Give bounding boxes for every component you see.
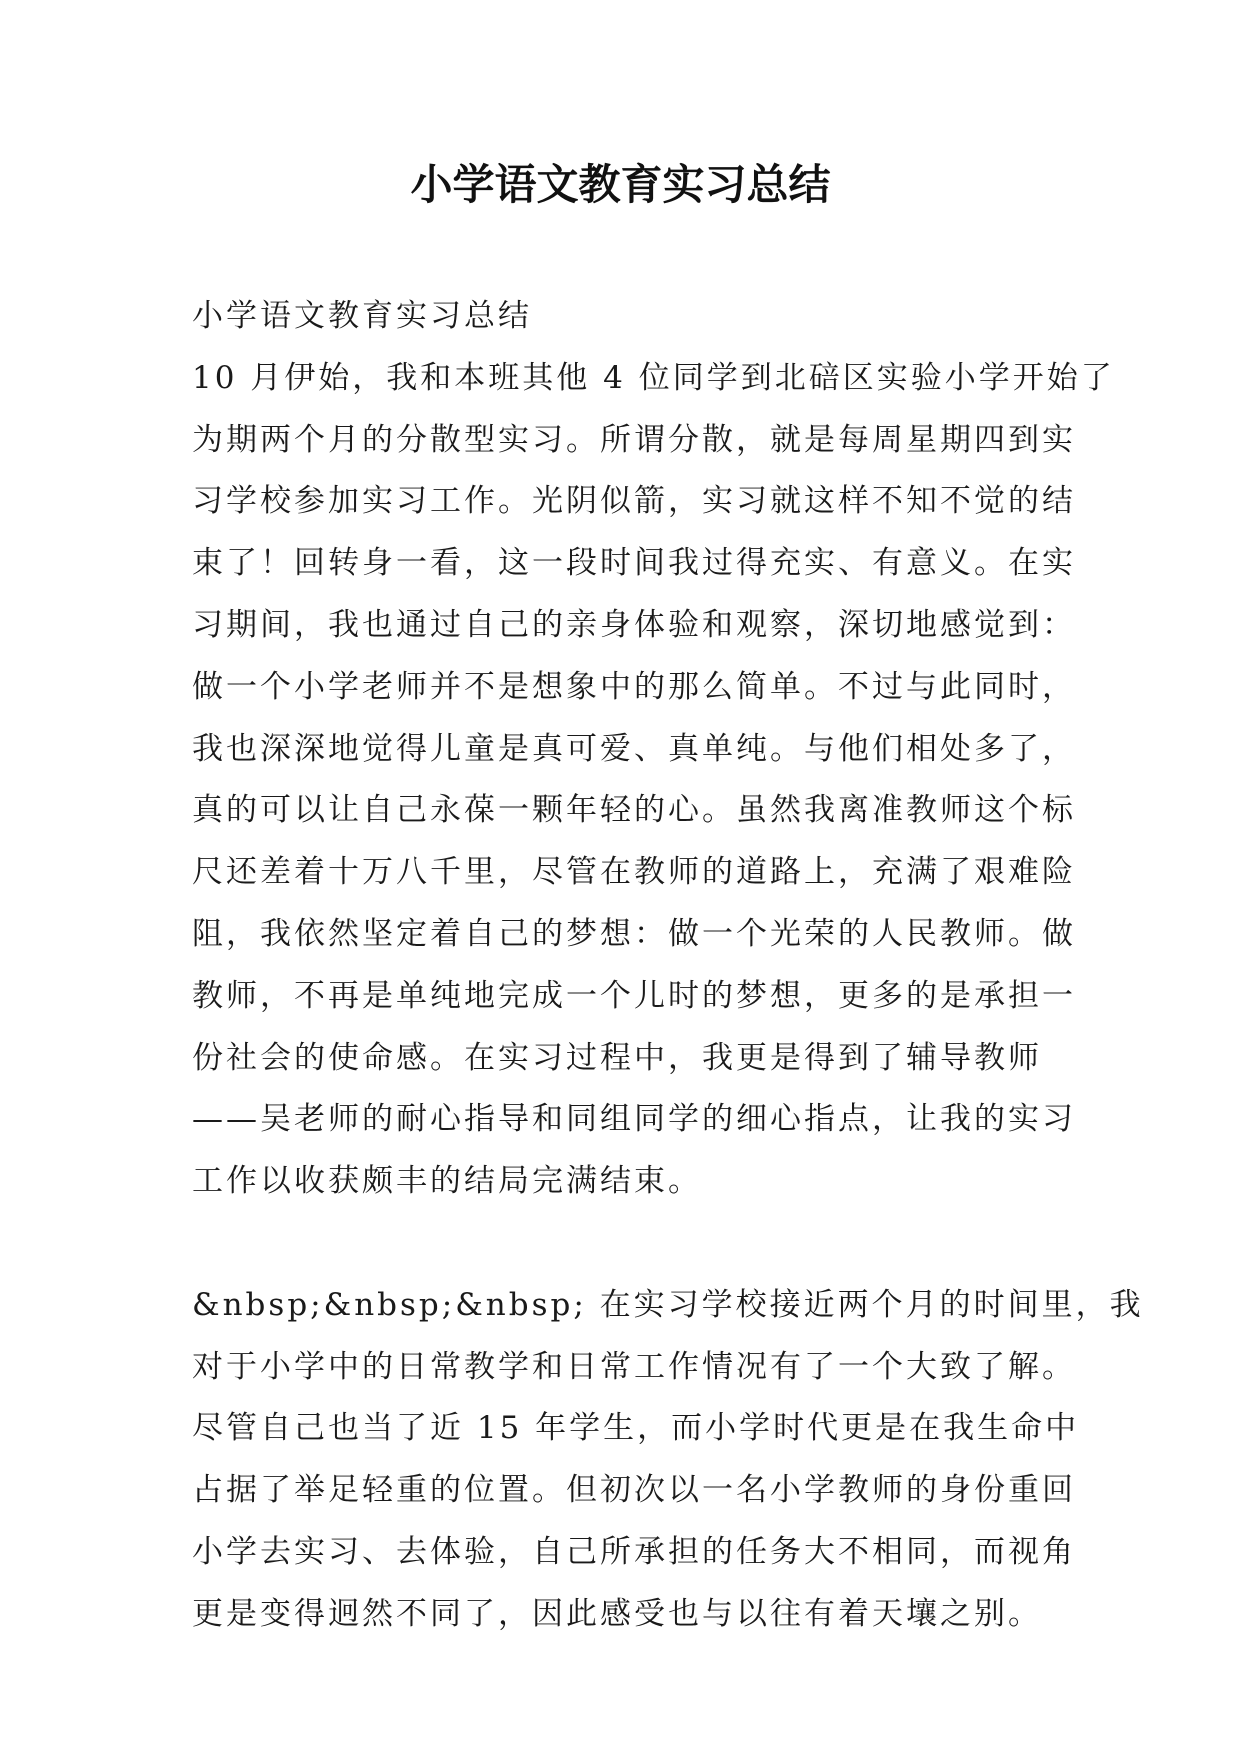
paragraph-line: 占据了举足轻重的位置。但初次以一名小学教师的身份重回 [192, 1472, 1076, 1509]
paragraph-line: 工作以收获颇丰的结局完满结束。 [192, 1163, 702, 1200]
paragraph-line: 为期两个月的分散型实习。所谓分散，就是每周星期四到实 [192, 421, 1076, 458]
paragraph-line: 束了！回转身一看，这一段时间我过得充实、有意义。在实 [192, 545, 1076, 582]
paragraph-line: 习期间，我也通过自己的亲身体验和观察，深切地感觉到： [192, 606, 1076, 643]
paragraph-line: 份社会的使命感。在实习过程中，我更是得到了辅导教师 [192, 1039, 1042, 1076]
paragraph-2 [192, 1275, 1144, 1646]
paragraph-line: 小学去实习、去体验，自己所承担的任务大不相同，而视角 [192, 1533, 1076, 1570]
paragraph-1 [192, 348, 1115, 1213]
paragraph-line: 10 月伊始，我和本班其他 4 位同学到北碚区实验小学开始了 [192, 359, 1115, 396]
paragraph-line: ——吴老师的耐心指导和同组同学的细心指点，让我的实习 [192, 1101, 1076, 1138]
document-body [192, 286, 1144, 1646]
paragraph-line: 真的可以让自己永葆一颗年轻的心。虽然我离准教师这个标 [192, 792, 1076, 829]
paragraph-line: 我也深深地觉得儿童是真可爱、真单纯。与他们相处多了， [192, 730, 1076, 767]
paragraph-line: 尺还差着十万八千里，尽管在教师的道路上，充满了艰难险 [192, 854, 1076, 891]
paragraph-line: 阻，我依然坚定着自己的梦想：做一个光荣的人民教师。做 [192, 915, 1076, 952]
paragraph-spacer [192, 1213, 1062, 1275]
paragraph-line: 更是变得迥然不同了，因此感受也与以往有着天壤之别。 [192, 1595, 1042, 1632]
body-subtitle: 小学语文教育实习总结 [192, 298, 532, 334]
paragraph-line: 做一个小学老师并不是想象中的那么简单。不过与此同时， [192, 668, 1076, 705]
paragraph-line: 对于小学中的日常教学和日常工作情况有了一个大致了解。 [192, 1348, 1076, 1385]
paragraph-line: &nbsp;&nbsp;&nbsp; 在实习学校接近两个月的时间里，我 [192, 1286, 1144, 1323]
paragraph-line: 尽管自己也当了近 15 年学生，而小学时代更是在我生命中 [192, 1410, 1080, 1447]
paragraph-line: 习学校参加实习工作。光阴似箭，实习就这样不知不觉的结 [192, 483, 1076, 520]
document-title: 小学语文教育实习总结 [410, 160, 831, 209]
paragraph-line: 教师，不再是单纯地完成一个儿时的梦想，更多的是承担一 [192, 977, 1076, 1014]
